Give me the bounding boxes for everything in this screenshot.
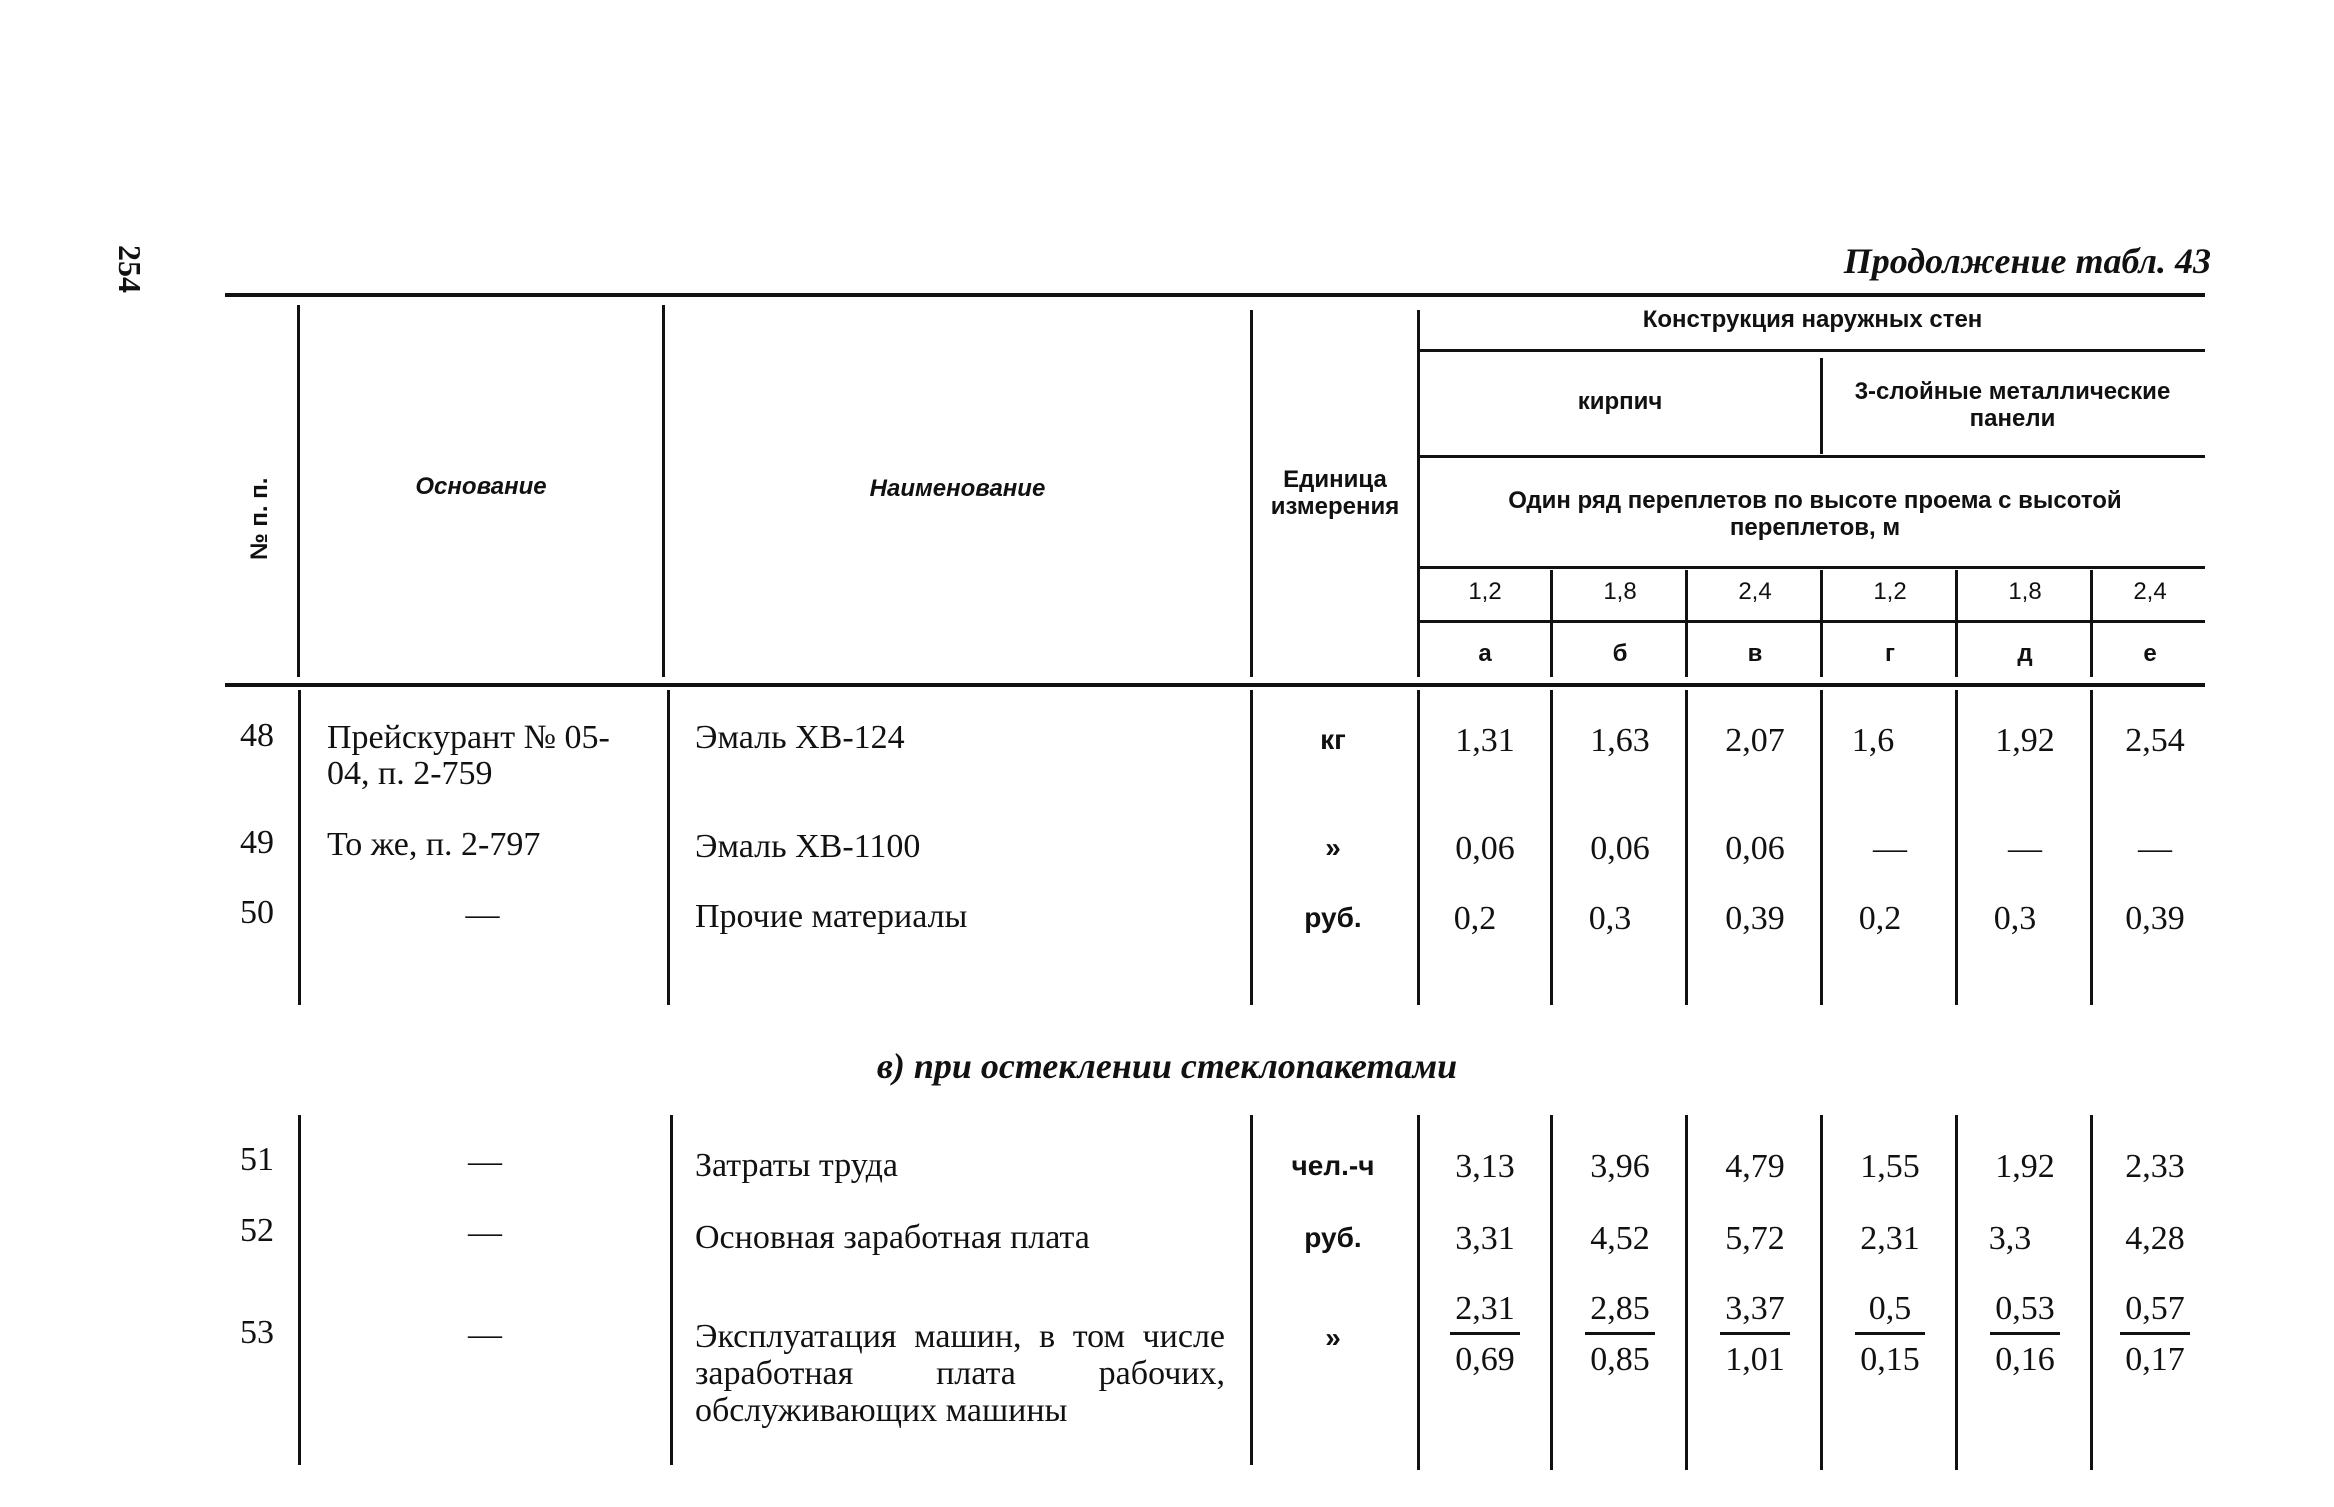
row49-val-a: 0,06	[1455, 830, 1515, 867]
body-vrule-3	[1250, 690, 1253, 1005]
row53-val-b-bottom: 0,85	[1590, 1341, 1650, 1378]
header-height-c: 2,4	[1738, 578, 1772, 605]
row50-val-c: 0,39	[1725, 900, 1785, 937]
row53-unit: »	[1325, 1322, 1341, 1353]
header-col-no: № п. п.	[246, 477, 273, 560]
row49-val-b: 0,06	[1590, 830, 1650, 867]
header-letter-e: д	[2017, 640, 2033, 667]
body-vrule-1	[298, 690, 301, 1005]
row53-val-c-top: 3,37	[1720, 1290, 1790, 1335]
row50-unit: руб.	[1304, 902, 1362, 933]
row53-basis: —	[468, 1316, 502, 1353]
row53-name: Эксплуатация машин, в том числе заработная плата рабочих, обслуживающих машины	[695, 1318, 1225, 1429]
row51-val-a: 3,13	[1455, 1148, 1515, 1185]
desc-rule	[1420, 566, 2205, 569]
header-sub-panels: 3-слойные металлические панели	[1854, 378, 2171, 432]
row48-val-f: 2,54	[2125, 722, 2185, 759]
row53-val-f-bottom: 0,17	[2125, 1341, 2185, 1378]
row51-val-c: 4,79	[1725, 1148, 1785, 1185]
row49-val-e: —	[2008, 830, 2042, 867]
row50-no: 50	[240, 894, 274, 931]
row53-val-b-top: 2,85	[1585, 1290, 1655, 1335]
row53-val-c-bottom: 1,01	[1725, 1341, 1785, 1378]
row50-name: Прочие материалы	[695, 898, 968, 935]
section-title: в) при остеклении стеклопакетами	[876, 1046, 1458, 1086]
row50-val-e: 0,3	[1993, 900, 2037, 937]
group-rule	[1420, 349, 2205, 352]
body2-vrule-2	[670, 1115, 673, 1465]
row51-unit: чел.-ч	[1291, 1150, 1375, 1181]
row52-val-d: 2,31	[1860, 1220, 1920, 1257]
row53-val-e-bottom: 0,16	[1995, 1341, 2055, 1378]
row53-frac-b	[1555, 1290, 1685, 1379]
row50-val-f: 0,39	[2125, 900, 2185, 937]
row52-basis: —	[468, 1214, 502, 1251]
row52-no: 52	[240, 1212, 274, 1249]
header-group-title: Конструкция наружных стен	[1642, 306, 1983, 333]
row51-val-d: 1,55	[1860, 1148, 1920, 1185]
header-sub-brick: кирпич	[1577, 388, 1663, 415]
body-vrule-2	[667, 690, 670, 1005]
row51-val-b: 3,96	[1590, 1148, 1650, 1185]
header-height-a: 1,2	[1468, 578, 1502, 605]
row48-val-c: 2,07	[1725, 722, 1785, 759]
row52-val-c: 5,72	[1725, 1220, 1785, 1257]
vrule-3	[1250, 310, 1253, 677]
row51-name: Затраты труда	[695, 1147, 899, 1184]
header-height-b: 1,8	[1603, 578, 1637, 605]
row53-val-d-top: 0,5	[1855, 1290, 1925, 1335]
row49-no: 49	[240, 824, 274, 861]
header-col-unit: Единица измерения	[1270, 466, 1400, 520]
header-letter-f: е	[2143, 640, 2157, 667]
body2-vrule-3	[1250, 1115, 1253, 1465]
body2-vrule-7	[1820, 1115, 1823, 1470]
vrule-h4	[1955, 570, 1958, 677]
vrule-panels	[1820, 358, 1823, 454]
header-col-name: Наименование	[869, 475, 1046, 502]
header-height-e: 1,8	[2008, 578, 2042, 605]
row53-frac-e	[1960, 1290, 2090, 1379]
row48-no: 48	[240, 717, 274, 754]
row50-val-a: 0,2	[1453, 900, 1497, 937]
header-letter-c: в	[1747, 640, 1763, 667]
page-number: 254	[112, 245, 148, 293]
row52-val-f: 4,28	[2125, 1220, 2185, 1257]
row51-val-f: 2,33	[2125, 1148, 2185, 1185]
continuation-title: Продолжение табл. 43	[1843, 241, 2211, 281]
header-letter-b: б	[1612, 640, 1628, 667]
row53-no: 53	[240, 1314, 274, 1351]
row49-val-d: —	[1873, 830, 1907, 867]
header-letter-d: г	[1885, 640, 1895, 667]
vrule-h2	[1685, 570, 1688, 677]
row50-basis: —	[465, 896, 500, 933]
row53-val-f-top: 0,57	[2120, 1290, 2190, 1335]
row52-val-a: 3,31	[1455, 1220, 1515, 1257]
header-height-f: 2,4	[2133, 578, 2167, 605]
header-col-basis: Основание	[415, 473, 547, 500]
row53-val-a-bottom: 0,69	[1455, 1341, 1515, 1378]
body-vrule-8	[1955, 690, 1958, 1005]
row50-val-d: 0,2	[1858, 900, 1902, 937]
row52-val-b: 4,52	[1590, 1220, 1650, 1257]
header-height-d: 1,2	[1873, 578, 1907, 605]
row51-no: 51	[240, 1141, 274, 1178]
header-bottom-rule	[225, 683, 2205, 687]
row49-name: Эмаль ХВ-1100	[695, 828, 921, 865]
row49-val-c: 0,06	[1725, 830, 1785, 867]
header-row-desc: Один ряд переплетов по высоте проема с высотой переплетов, м	[1508, 487, 2122, 541]
body2-vrule-8	[1955, 1115, 1958, 1470]
row53-frac-d	[1825, 1290, 1955, 1379]
row53-val-d-bottom: 0,15	[1860, 1341, 1920, 1378]
body2-vrule-5	[1550, 1115, 1553, 1470]
row53-val-a-top: 2,31	[1450, 1290, 1520, 1335]
row48-name: Эмаль ХВ-124	[695, 719, 905, 756]
row50-val-b: 0,3	[1588, 900, 1632, 937]
body2-vrule-6	[1685, 1115, 1688, 1470]
row53-val-e-top: 0,53	[1990, 1290, 2060, 1335]
vrule-h3	[1820, 570, 1823, 677]
header-letter-a: а	[1478, 640, 1492, 667]
body-vrule-5	[1550, 690, 1553, 1005]
row49-unit: »	[1325, 832, 1341, 863]
row53-frac-a	[1420, 1290, 1550, 1379]
heights-rule	[1420, 620, 2205, 623]
row48-val-d: 1,6	[1851, 722, 1895, 759]
row53-frac-f	[2090, 1290, 2220, 1379]
vrule-4	[1417, 310, 1420, 677]
row48-val-e: 1,92	[1995, 722, 2055, 759]
row49-val-f: —	[2138, 830, 2172, 867]
body-vrule-6	[1685, 690, 1688, 1005]
row53-frac-c	[1690, 1290, 1820, 1379]
row48-basis: Прейскурант № 05-04, п. 2-759	[327, 719, 610, 792]
row48-unit: кг	[1320, 724, 1346, 755]
row48-val-b: 1,63	[1590, 722, 1650, 759]
vrule-h5	[2090, 570, 2093, 677]
row52-name: Основная заработная плата	[695, 1219, 1090, 1256]
vrule-h1	[1550, 570, 1553, 677]
sub-rule	[1420, 455, 2205, 458]
row49-basis: То же, п. 2-797	[327, 826, 541, 863]
row52-val-e: 3,3	[1988, 1220, 2032, 1257]
row51-basis: —	[468, 1143, 502, 1180]
row51-val-e: 1,92	[1995, 1148, 2055, 1185]
row48-val-a: 1,31	[1455, 722, 1515, 759]
table-top-rule	[225, 293, 2205, 297]
row52-unit: руб.	[1304, 1222, 1362, 1253]
